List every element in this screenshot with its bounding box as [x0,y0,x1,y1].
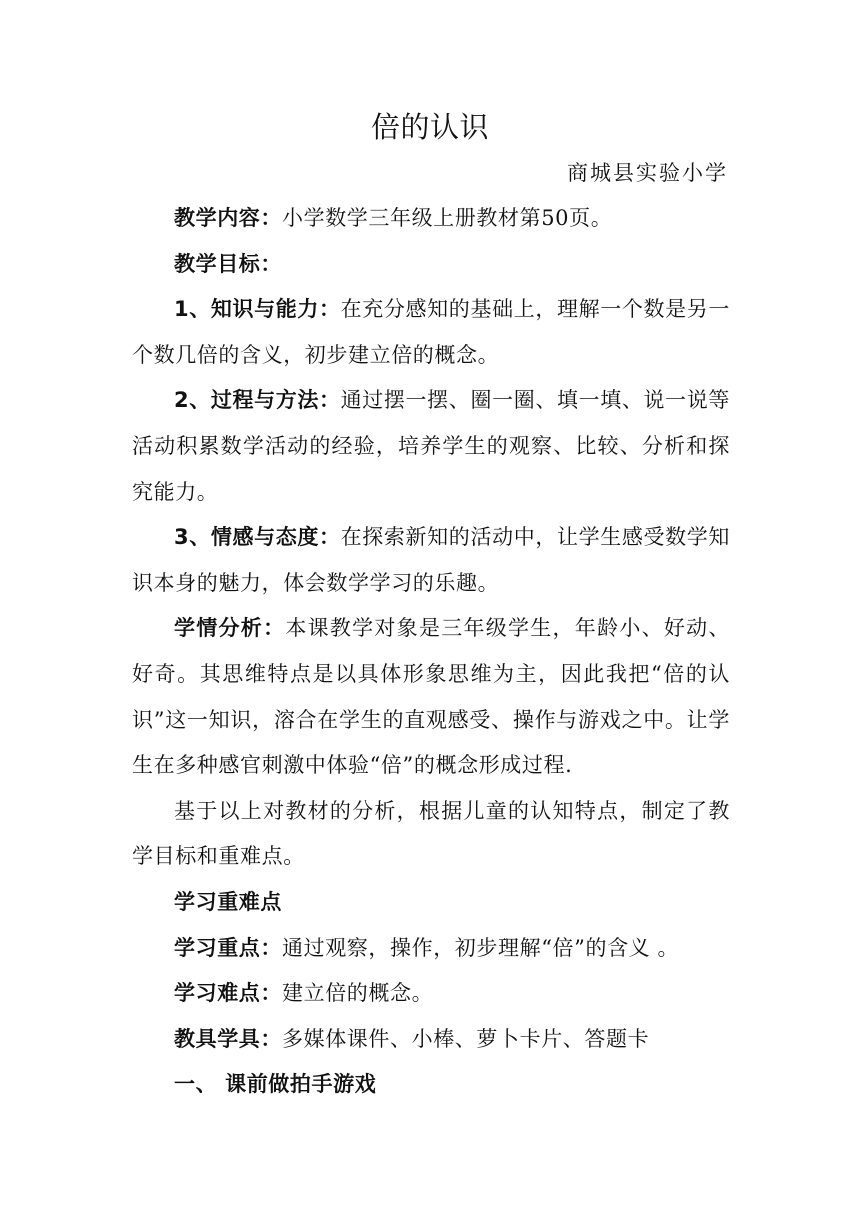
tools-text: 多媒体课件、小棒、萝卜卡片、答题卡 [282,1026,650,1051]
analysis-label: 学情分析： [174,616,286,641]
goal-2-paragraph [132,378,730,515]
basis-text: 基于以上对教材的分析，根据儿童的认知特点，制定了教学目标和重难点。 [132,798,730,869]
key-points-heading: 学习重难点 [174,889,282,914]
teaching-content-label: 教学内容： [174,206,282,230]
goal-1-label: 1、知识与能力： [174,297,341,322]
school-name: 商城县实验小学 [567,161,728,185]
teaching-content-text: 小学数学三年级上册教材第50页。 [282,206,613,230]
analysis-paragraph [132,606,730,788]
difficulty-label: 学习难点： [174,981,282,1006]
goal-2-label: 2、过程与方法： [174,388,341,413]
goal-3-paragraph [132,515,730,606]
goal-1-paragraph [132,287,730,378]
tools-paragraph [132,1017,730,1063]
key-point-paragraph [132,926,730,972]
goal-1-text: 在充分感知的基础上，理解一个数是另一个数几倍的含义，初步建立倍的概念。 [132,297,730,367]
tools-label: 教具学具： [174,1026,282,1051]
goal-3-text: 在探索新知的活动中，让学生感受数学知识本身的魅力，体会数学学习的乐趣。 [132,525,730,595]
goal-2-text: 通过摆一摆、圈一圈、填一填、说一说等活动积累数学活动的经验，培养学生的观察、比较、分析和探究能力。 [132,388,730,504]
goals-heading: 教学目标： [174,251,282,276]
basis-paragraph [132,789,730,880]
goal-3-label: 3、情感与态度： [174,525,341,550]
difficulty-paragraph [132,971,730,1017]
key-point-text: 通过观察，操作，初步理解“倍”的含义 。 [282,935,680,960]
section-1-heading-paragraph [132,1062,730,1108]
goals-heading-paragraph [132,242,730,288]
difficulty-text: 建立倍的概念。 [282,981,434,1006]
teaching-content-paragraph [132,196,730,242]
key-point-label: 学习重点： [174,935,282,960]
document-body [132,196,730,1108]
section-1-heading: 一、 课前做拍手游戏 [174,1072,377,1097]
analysis-text: 本课教学对象是三年级学生，年龄小、好动、好奇。其思维特点是以具体形象思维为主，因此我把“倍的认识”这一知识，溶合在学生的直观感受、操作与游戏之中。让学生在多种感官刺激中体验“倍”的概念形成过程. [132,616,731,778]
document-title: 倍的认识 [370,110,489,144]
key-points-heading-paragraph [132,880,730,926]
